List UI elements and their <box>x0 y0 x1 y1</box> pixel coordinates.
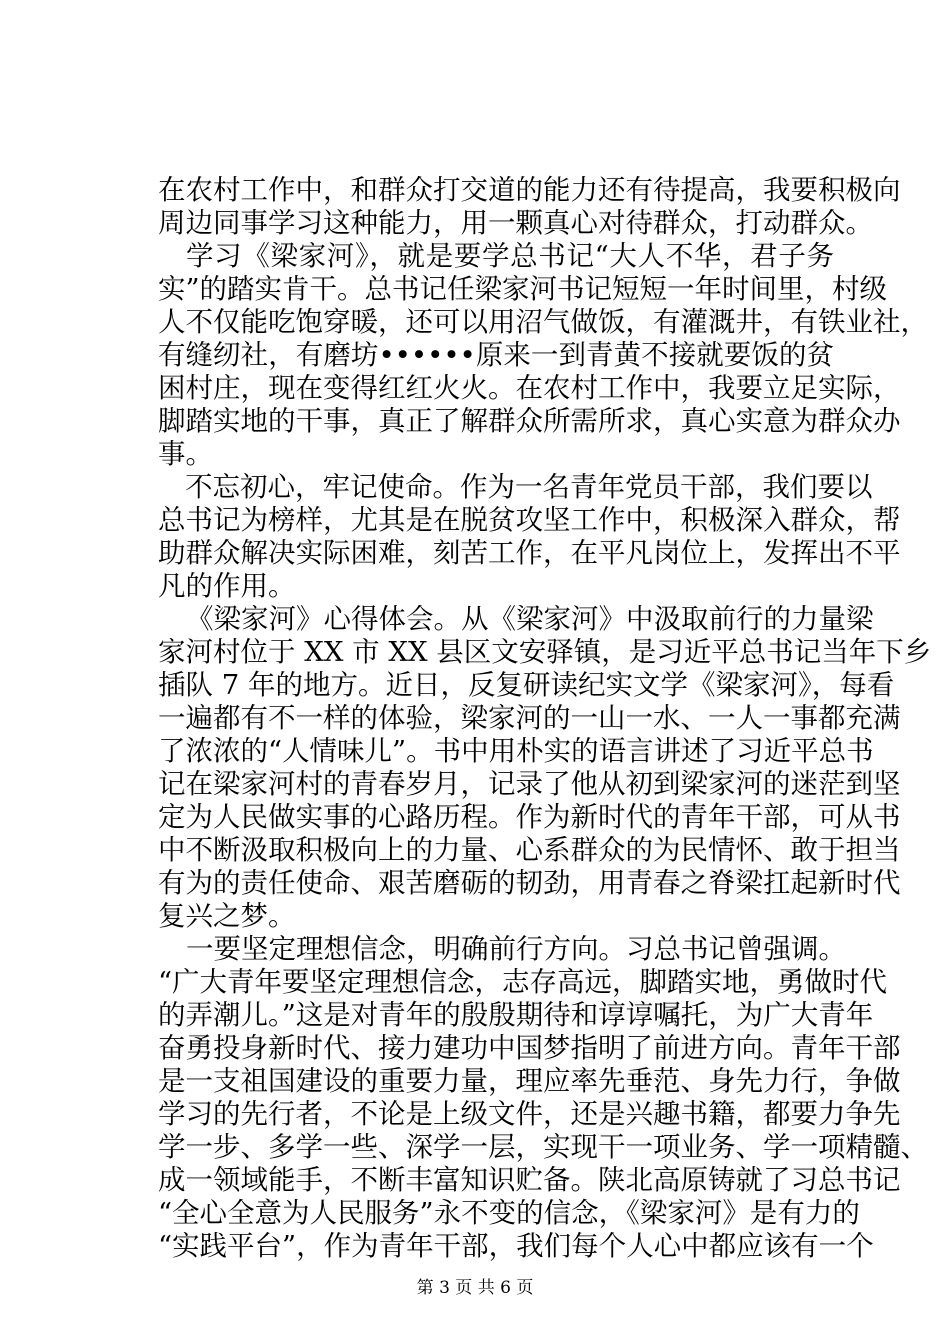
text-line: 不忘初心，牢记使命。作为一名青年党员干部，我们要以 <box>185 471 873 503</box>
text-line: 家河村位于 XX 市 XX 县区文安驿镇，是习近平总书记当年下乡 <box>158 636 932 668</box>
text-line: 有缝纫社，有磨坊••••••原来一到青黄不接就要饭的贫 <box>158 339 834 371</box>
text-line: 人不仅能吃饱穿暖，还可以用沼气做饭，有灌溉井，有铁业社， <box>158 306 928 338</box>
text-line: 是一支祖国建设的重要力量，理应率先垂范、身先力行，争做 <box>158 1065 901 1097</box>
text-line: 凡的作用。 <box>158 570 296 602</box>
text-line: 有为的责任使命、艰苦磨砺的韧劲，用青春之脊梁扛起新时代 <box>158 867 901 899</box>
text-line: 助群众解决实际困难，刻苦工作，在平凡岗位上，发挥出不平 <box>158 537 901 569</box>
text-line: 事。 <box>158 438 213 470</box>
text-line: 了浓浓的“人情味儿”。书中用朴实的语言讲述了习近平总书 <box>158 735 874 767</box>
page-number: 第 3 页 共 6 页 <box>416 1278 534 1298</box>
text-line: 实”的踏实肯干。总书记任梁家河书记短短一年时间里，村级 <box>158 273 888 305</box>
text-line: 学习《梁家河》，就是要学总书记“大人不华，君子务 <box>186 240 834 272</box>
text-line: 奋勇投身新时代、接力建功中国梦指明了前进方向。青年干部 <box>158 1032 901 1064</box>
text-line: 困村庄，现在变得红红火火。在农村工作中，我要立足实际， <box>158 372 901 404</box>
text-line: 中不断汲取积极向上的力量、心系群众的为民情怀、敢于担当 <box>158 834 901 866</box>
text-line: 在农村工作中，和群众打交道的能力还有待提高，我要积极向 <box>158 174 901 206</box>
text-line: 学一步、多学一些、深学一层，实现干一项业务、学一项精髓、 <box>158 1131 928 1163</box>
text-line: 周边同事学习这种能力，用一颗真心对待群众，打动群众。 <box>158 207 873 239</box>
text-line: 的弄潮儿。”这是对青年的殷殷期待和谆谆嘱托，为广大青年 <box>158 999 874 1031</box>
text-line: 定为人民做实事的心路历程。作为新时代的青年干部，可从书 <box>158 801 901 833</box>
text-line: 《梁家河》心得体会。从《梁家河》中汲取前行的力量梁 <box>186 603 874 635</box>
text-line: 成一领域能手，不断丰富知识贮备。陕北高原铸就了习总书记 <box>158 1164 901 1196</box>
page-footer <box>0 1278 950 1298</box>
text-line: “实践平台”，作为青年干部，我们每个人心中都应该有一个 <box>158 1230 874 1262</box>
text-line: 记在梁家河村的青春岁月，记录了他从初到梁家河的迷茫到坚 <box>158 768 901 800</box>
text-line: “广大青年要坚定理想信念，志存高远，脚踏实地，勇做时代 <box>158 966 888 998</box>
text-line: 学习的先行者，不论是上级文件，还是兴趣书籍，都要力争先 <box>158 1098 901 1130</box>
text-line: 复兴之梦。 <box>158 900 296 932</box>
text-line: “全心全意为人民服务”永不变的信念，《梁家河》是有力的 <box>158 1197 860 1229</box>
text-line: 一遍都有不一样的体验，梁家河的一山一水、一人一事都充满 <box>158 702 901 734</box>
text-line: 总书记为榜样，尤其是在脱贫攻坚工作中，积极深入群众，帮 <box>158 504 901 536</box>
text-line: 脚踏实地的干事，真正了解群众所需所求，真心实意为群众办 <box>158 405 901 437</box>
body-text <box>158 174 932 1263</box>
text-line: 插队 7 年的地方。近日，反复研读纪实文学《梁家河》，每看 <box>158 669 895 701</box>
text-line: 一要坚定理想信念，明确前行方向。习总书记曾强调。 <box>186 933 846 965</box>
